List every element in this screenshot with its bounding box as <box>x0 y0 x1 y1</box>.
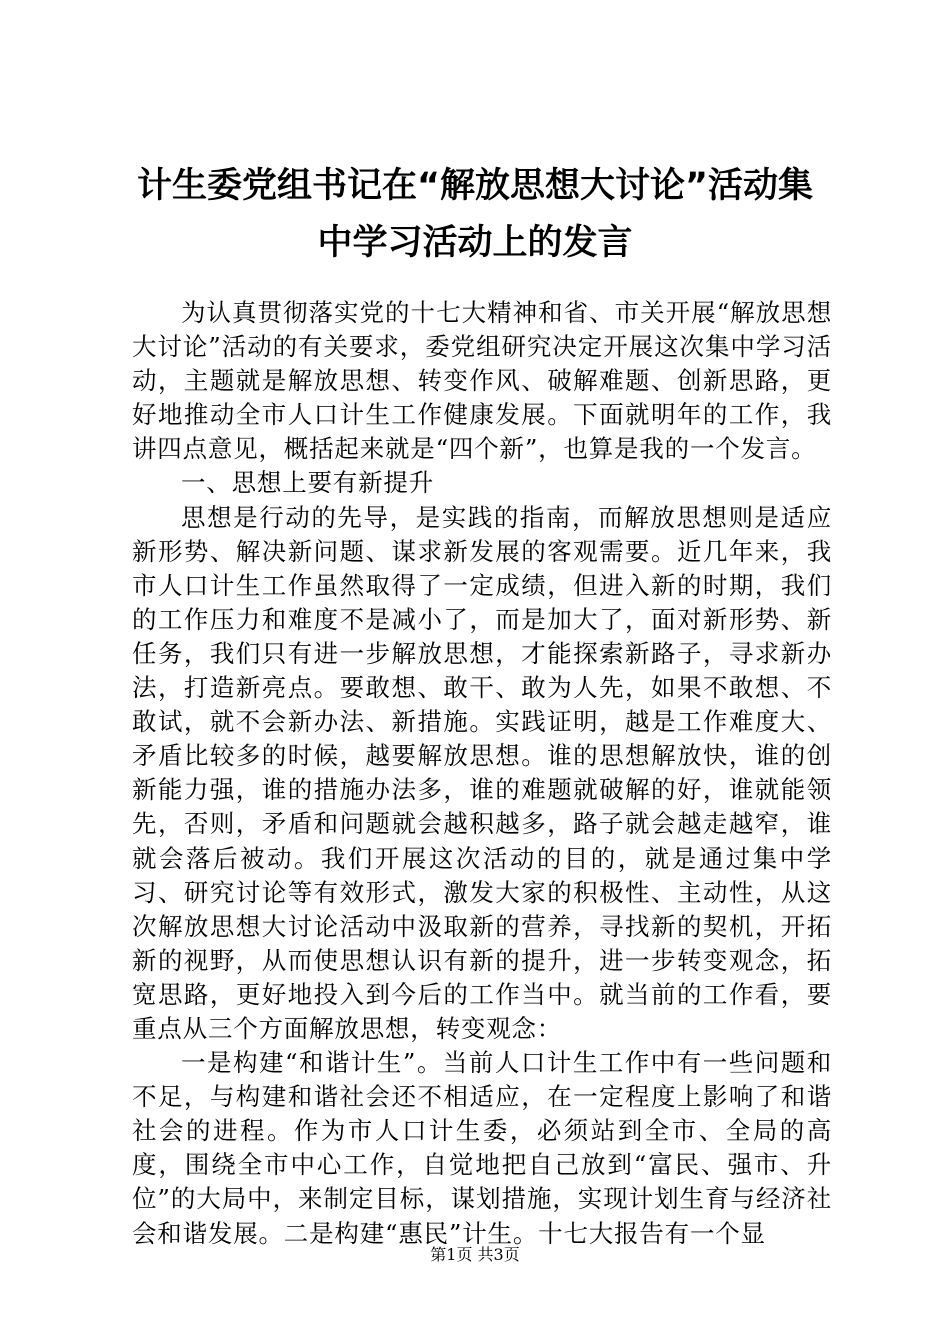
paragraph-harmony: 一是构建“和谐计生”。当前人口计生工作中有一些问题和不足，与构建和谐社会还不相适应，在一定程度上影响了和谐社会的进程。作为市人口计生委，必须站到全市、全局的高度，围绕全市中心工作，自觉地把自己放到“富民、强市、升位”的大局中，来制定目标，谋划措施，实现计划生育与经济社会和谐发展。二是构建“惠民”计生。十七大报告有一个显 <box>132 1048 832 1248</box>
page-footer: 第1页 共3页 <box>430 1245 520 1264</box>
section-heading-1: 一、思想上要有新提升 <box>181 468 434 498</box>
document-title-line-1: 计生委党组书记在“解放思想大讨论”活动集 <box>136 166 813 206</box>
paragraph-intro: 为认真贯彻落实党的十七大精神和省、市关开展“解放思想大讨论”活动的有关要求，委党组研究决定开展这次集中学习活动，主题就是解放思想、转变作风、破解难题、创新思路，更好地推动全市人口计生工作健康发展。下面就明年的工作，我讲四点意见，概括起来就是“四个新”，也算是我的一个发言。 <box>132 298 832 464</box>
document-body <box>132 296 832 1251</box>
paragraph-section-1: 思想是行动的先导，是实践的指南，而解放思想则是适应新形势、解决新问题、谋求新发展的客观需要。近几年来，我市人口计生工作虽然取得了一定成绩，但进入新的时期，我们的工作压力和难度不是减小了，而是加大了，面对新形势、新任务，我们只有进一步解放思想，才能探索新路子，寻求新办法，打造新亮点。要敢想、敢干、敢为人先，如果不敢想、不敢试，就不会新办法、新措施。实践证明，越是工作难度大、矛盾比较多的时候，越要解放思想。谁的思想解放快，谁的创新能力强，谁的措施办法多，谁的难题就破解的好，谁就能领先，否则，矛盾和问题就会越积越多，路子就会越走越窄，谁就会落后被动。我们开展这次活动的目的，就是通过集中学习、研究讨论等有效形式，激发大家的积极性、主动性，从这次解放思想大讨论活动中汲取新的营养，寻找新的契机，开拓新的视野，从而使思想认识有新的提升，进一步转变观念，拓宽思路，更好地投入到今后的工作当中。就当前的工作看，要重点从三个方面解放思想，转变观念： <box>132 502 832 1043</box>
document-title-line-2: 中学习活动上的发言 <box>317 223 633 263</box>
